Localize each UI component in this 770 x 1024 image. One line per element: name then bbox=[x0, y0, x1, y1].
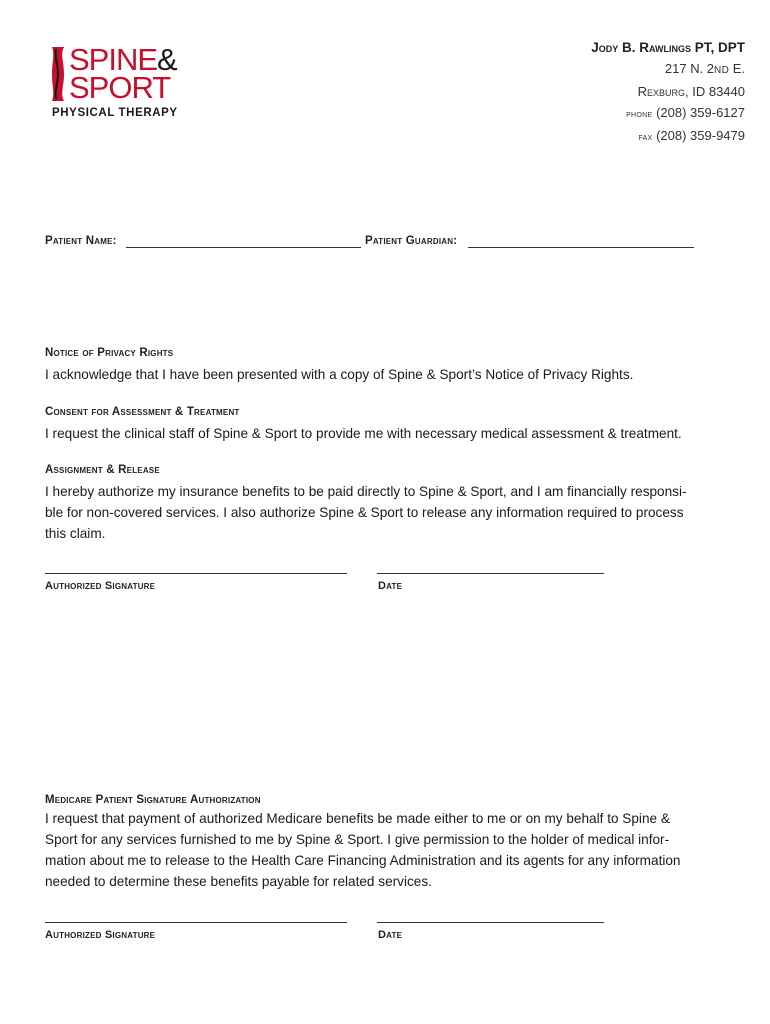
consent-title: Consent for Assessment & Treatment bbox=[45, 406, 240, 418]
authorized-signature-label-1: Authorized Signature bbox=[45, 580, 156, 592]
provider-phone: phone (208) 359-6127 bbox=[626, 105, 745, 120]
medicare-line-3: mation about me to release to the Health Care Financing Administration and its agents for any information bbox=[45, 853, 681, 868]
medicare-title: Medicare Patient Signature Authorization bbox=[45, 794, 261, 806]
medicare-line-1: I request that payment of authorized Medicare benefits be made either to me or on my behalf to Spine & bbox=[45, 811, 670, 826]
assignment-line-1: I hereby authorize my insurance benefits to be paid directly to Spine & Sport, and I am financially responsi- bbox=[45, 484, 687, 499]
consent-body: I request the clinical staff of Spine & Sport to provide me with necessary medical assessment & treatment. bbox=[45, 426, 682, 441]
provider-fax: fax (208) 359-9479 bbox=[638, 128, 745, 143]
assignment-body bbox=[45, 481, 725, 544]
provider-street: 217 N. 2ND E. bbox=[664, 61, 745, 76]
assignment-title: Assignment & Release bbox=[45, 464, 160, 476]
spine-logo-icon bbox=[50, 47, 66, 101]
logo-ampersand: & bbox=[157, 42, 177, 77]
provider-name: Jody B. Rawlings PT, DPT bbox=[591, 40, 745, 55]
privacy-title: Notice of Privacy Rights bbox=[45, 347, 174, 359]
patient-guardian-label: Patient Guardian: bbox=[365, 235, 458, 247]
provider-address bbox=[591, 37, 745, 148]
authorized-signature-line-1[interactable] bbox=[45, 573, 347, 574]
medicare-line-2: Sport for any services furnished to me by Spine & Sport. I give permission to the holder of medical infor- bbox=[45, 832, 670, 847]
patient-guardian-field[interactable] bbox=[468, 235, 694, 248]
patient-name-field[interactable] bbox=[126, 235, 361, 248]
date-label-1: Date bbox=[378, 580, 403, 592]
assignment-line-3: this claim. bbox=[45, 526, 106, 541]
patient-name-label: Patient Name: bbox=[45, 235, 117, 247]
date-label-2: Date bbox=[378, 929, 403, 941]
spine-sport-logo bbox=[50, 44, 230, 124]
authorized-signature-label-2: Authorized Signature bbox=[45, 929, 156, 941]
logo-subtitle: PHYSICAL THERAPY bbox=[52, 107, 178, 119]
assignment-line-2: ble for non-covered services. I also authorize Spine & Sport to release any information required to process bbox=[45, 505, 684, 520]
logo-word-spine: SPINE& bbox=[69, 42, 177, 77]
date-line-2[interactable] bbox=[377, 922, 604, 923]
medicare-body bbox=[45, 808, 725, 892]
logo-word-sport: SPORT bbox=[69, 70, 171, 105]
authorized-signature-line-2[interactable] bbox=[45, 922, 347, 923]
privacy-body: I acknowledge that I have been presented with a copy of Spine & Sport’s Notice of Privacy Rights. bbox=[45, 367, 634, 382]
date-line-1[interactable] bbox=[377, 573, 604, 574]
medicare-line-4: needed to determine these benefits payable for related services. bbox=[45, 874, 432, 889]
provider-city: Rexburg, ID 83440 bbox=[637, 84, 745, 99]
